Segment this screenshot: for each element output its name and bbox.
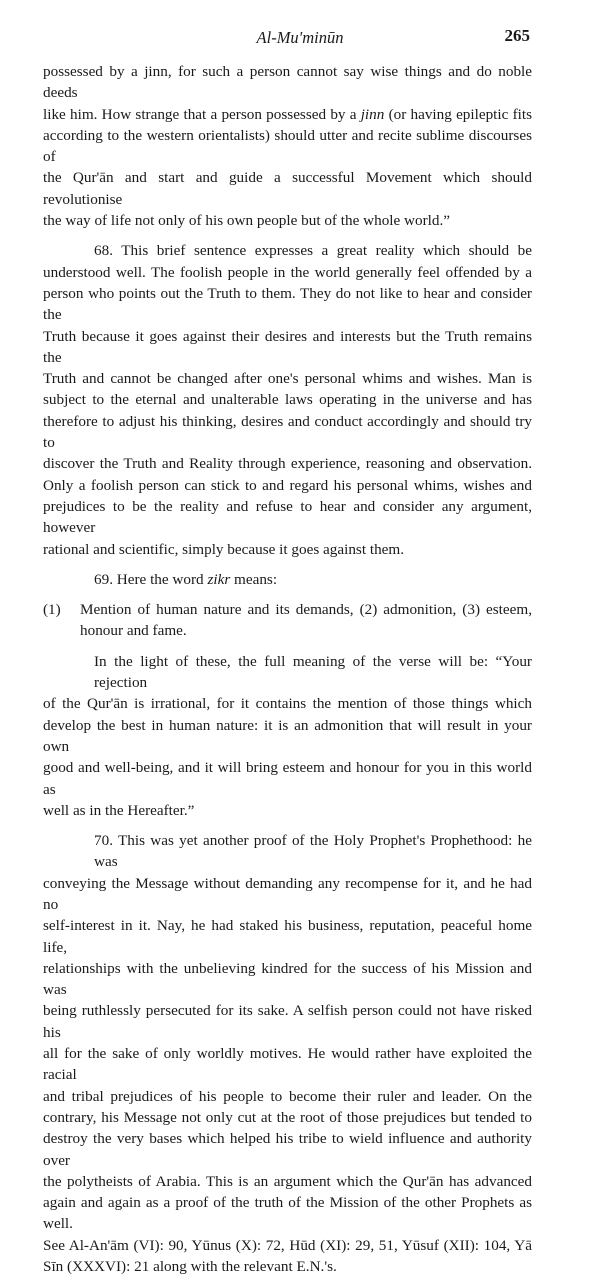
text-line: Only a foolish person can stick to and regard his personal whims, wishes and (43, 476, 532, 494)
text-line: of the Qur'ān is irrational, for it contains the mention of those things which (43, 695, 532, 713)
text-line: person who points out the Truth to them. They do not like to hear and consider the (43, 284, 532, 324)
note-68 (43, 240, 532, 559)
text-line: Sīn (XXXVI): 21 along with the relevant E.N.'s. (43, 1258, 337, 1276)
note-69-meaning (43, 651, 532, 821)
text-line (43, 104, 532, 125)
note-69-list (43, 599, 532, 642)
italic-term: jinn (360, 105, 385, 123)
text-line: the polytheists of Arabia. This is an argument which the Qur'ān has advanced (43, 1172, 532, 1190)
text-line: understood well. The foolish people in the world generally feel offended by a (43, 263, 532, 281)
text-line: 68. This brief sentence expresses a great reality which should be (94, 242, 532, 260)
text-fragment: (or having epileptic fits (384, 105, 532, 123)
text-line: contrary, his Message not only cut at the root of those prejudices but tended to (43, 1108, 532, 1126)
text-line: self-interest in it. Nay, he had staked his business, reputation, peaceful home life, (43, 917, 532, 956)
text-line (43, 569, 532, 590)
text-line: Truth and cannot be changed after one's personal whims and wishes. Man is (43, 370, 532, 388)
text-line: possessed by a jinn, for such a person cannot say wise things and do noble deeds (43, 63, 532, 102)
text-line: the way of life not only of his own people but of the whole world.” (43, 212, 451, 230)
text-line: destroy the very bases which helped his tribe to wield influence and authority over (43, 1130, 532, 1169)
italic-term: zikr (207, 570, 231, 588)
text-line: being ruthlessly persecuted for its sake. A selfish person could not have risked his (43, 1002, 532, 1041)
text-line: according to the western orientalists) should utter and recite sublime discourses of (43, 126, 532, 166)
text-line: honour and fame. (80, 622, 187, 640)
text-line: and tribal prejudices of his people to become their ruler and leader. On the (43, 1087, 532, 1105)
page-header (0, 28, 600, 52)
note-70 (43, 830, 532, 1277)
text-line: prejudices to be the reality and refuse to hear and consider any argument, however (43, 497, 532, 537)
continuation-paragraph (43, 61, 532, 231)
text-line: subject to the eternal and unalterable laws operating in the universe and has (43, 391, 532, 409)
text-line: See Al-An'ām (VI): 90, Yūnus (X): 72, Hūd (XI): 29, 51, Yūsuf (XII): 104, Yā (43, 1236, 532, 1254)
text-line: conveying the Message without demanding any recompense for it, and he had no (43, 874, 532, 913)
note-69-intro (43, 569, 532, 590)
text-line: develop the best in human nature: it is an admonition that will result in your own (43, 716, 532, 755)
text-line: rational and scientific, simply because it goes against them. (43, 540, 405, 558)
text-line: well as in the Hereafter.” (43, 801, 195, 819)
list-number: (1) (43, 601, 61, 619)
text-line: In the light of these, the full meaning of the verse will be: “Your rejection (94, 652, 532, 692)
text-fragment: 69. Here the word (94, 570, 208, 588)
text-line: Mention of human nature and its demands, (2) admonition, (3) esteem, (80, 601, 532, 619)
text-line: 70. This was yet another proof of the Holy Prophet's Prophethood: he was (94, 832, 532, 871)
page-number: 265 (504, 26, 530, 45)
text-line: all for the sake of only worldly motives. He would rather have exploited the racial (43, 1045, 532, 1084)
text-fragment: like him. How strange that a person possessed by a (43, 105, 361, 123)
text-line: the Qur'ān and start and guide a successful Movement which should revolutionise (43, 169, 532, 208)
text-line: Truth because it goes against their desires and interests but the Truth remains the (43, 327, 532, 366)
running-title: Al-Mu'minūn (256, 28, 344, 47)
text-line: good and well-being, and it will bring esteem and honour for you in this world as (43, 759, 532, 798)
text-line: therefore to adjust his thinking, desires and conduct accordingly and should try to (43, 412, 532, 452)
text-line: relationships with the unbelieving kindred for the success of his Mission and was (43, 959, 532, 999)
text-line: again and again as a proof of the truth of the Mission of the other Prophets as well. (43, 1194, 532, 1233)
text-fragment: means: (230, 570, 278, 588)
page-body (43, 61, 532, 1277)
text-line: discover the Truth and Reality through experience, reasoning and observation. (43, 455, 532, 473)
